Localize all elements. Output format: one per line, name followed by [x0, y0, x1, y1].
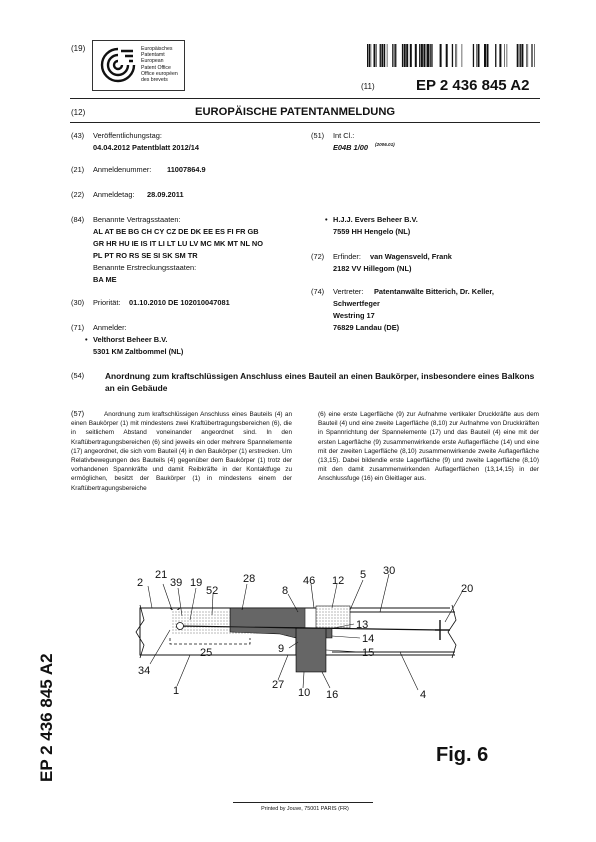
extension-states-label: Benannte Erstreckungsstaaten:	[93, 263, 197, 272]
designated-states-line: AL AT BE BG CH CY CZ DE DK EE ES FI FR GB	[93, 227, 259, 236]
inid-30: (30)	[71, 298, 85, 307]
priority-value: 01.10.2010 DE 102010047081	[129, 298, 230, 307]
inid-51: (51)	[311, 131, 325, 140]
bullet: •	[85, 335, 88, 344]
ref-label: 12	[332, 575, 345, 587]
epo-logo-box	[92, 40, 185, 91]
application-number-label: Anmeldenummer:	[93, 165, 152, 174]
representative-line: Schwertfeger	[333, 299, 380, 308]
applicant-address: 5301 KM Zaltbommel (NL)	[93, 347, 184, 356]
logo-line: European	[141, 58, 164, 65]
ref-label: 4	[420, 689, 427, 701]
side-publication-number: EP 2 436 845 A2	[37, 653, 56, 782]
anchor-head	[177, 623, 184, 630]
logo-line: Office européen	[141, 70, 178, 77]
ref-label: 52	[206, 585, 219, 597]
ref-label: 16	[326, 689, 339, 701]
logo-line: Europäisches	[141, 46, 173, 52]
invention-title: Anordnung zum kraftschlüssigen Anschluss eines Bauteil an einen Baukörper, insbesondere eines Balkons an ein Gebäude	[105, 371, 535, 393]
ref-label: 2	[137, 577, 144, 589]
inventor-name: van Wagensveld, Frank	[370, 252, 452, 261]
ref-label: 19	[190, 577, 203, 589]
epo-logo-icon	[99, 46, 137, 84]
application-number-value: 11007864.9	[167, 165, 206, 174]
ref-label: 5	[360, 569, 367, 581]
inid-21: (21)	[71, 165, 85, 174]
inventor-label: Erfinder:	[333, 252, 361, 261]
ref-label: 46	[303, 575, 316, 587]
extension-states-value: BA ME	[93, 275, 117, 284]
logo-line: des brevets	[141, 77, 168, 84]
bullet: •	[325, 215, 328, 224]
int-cl-label: Int Cl.:	[333, 131, 355, 140]
ref-label: 30	[383, 565, 396, 577]
ref-label: 8	[282, 585, 289, 597]
applicant-label: Anmelder:	[93, 323, 127, 332]
printer-note: Printed by Jouve, 75001 PARIS (FR)	[261, 806, 349, 812]
ref-label: 14	[362, 633, 375, 645]
applicant2-address: 7559 HH Hengelo (NL)	[333, 227, 411, 236]
figure-6-drawing	[100, 560, 510, 710]
ref-label: 20	[461, 583, 474, 595]
inid-12: (12)	[71, 108, 86, 117]
divider	[70, 98, 540, 99]
priority-label: Priorität:	[93, 298, 121, 307]
ref-label: 34	[138, 665, 151, 677]
abstract-column-2: (6) eine erste Lagerfläche (9) zur Aufnahme vertikaler Druckkräfte aus dem Bauteil (4) und eine zweite Lagerfläche (8,10) zur Aufnahme von Druckkräften in Spannrichtung der Spannelemente (17) und das Bauteil (4) eine mit der ersten Lagerfläche (9) zusammenwirkende erste Auflagerfläche (14) und eine mit der zweiten Lagerfläche (8,10) zusammenwirkende zweite Auflagerfläche (13,15). Dabei bildendie erste Lagerfläche (9) und zweite Lagerfläche (8,10) mit den damit zusammenwirkenden Auflagerflächen (13,14,15) in der Anschlussfuge (16) ein Gleitlager aus.	[318, 411, 539, 483]
ref-label: 28	[243, 573, 256, 585]
inid-54: (54)	[71, 371, 85, 380]
representative-line: 76829 Landau (DE)	[333, 323, 400, 332]
inid-22: (22)	[71, 190, 85, 199]
inid-74: (74)	[311, 287, 325, 296]
representative-line: Westring 17	[333, 311, 375, 320]
document-type: EUROPÄISCHE PATENTANMELDUNG	[195, 106, 396, 118]
inid-57: (57)	[71, 409, 85, 418]
publication-date-label: Veröffentlichungstag:	[93, 131, 162, 140]
abstract-column-1: Anordnung zum kraftschlüssigen Anschluss eines Bauteils (4) an einen Baukörper (1) mit mindestens zwei Kraftübertragungsbereichen (6), die in seitlichem Abstand voneinander angeordnet sind. In den Kraftübertragungsbereichen (6) sind jeweils ein oder mehrere Spannelemente (17) angeordnet, die sich vom Bauteil (4) in den Baukörper (1) erstrecken. Um Relativbewegungen des Bauteils (4) gegenüber dem Baukörper (1) trotz der vorhandenen Spannkräfte und damit Reibkräfte in der Kontaktfuge zu ermöglichen, besitzt der Baukörper (1) in mindestens einem der Kraftübertragungsbereiche	[71, 411, 292, 492]
ref-label: 21	[155, 569, 168, 581]
designated-states-line: GR HR HU IE IS IT LI LT LU LV MC MK MT NL NO	[93, 239, 263, 248]
ref-label: 10	[298, 687, 311, 699]
int-cl-value: E04B 1/00	[333, 143, 368, 152]
ref-label: 15	[362, 647, 375, 659]
inventor-address: 2182 VV Hillegom (NL)	[333, 264, 412, 273]
logo-line: Patent Office	[141, 64, 171, 71]
divider	[70, 122, 540, 123]
ref-label: 1	[173, 685, 180, 697]
figure-caption: Fig. 6	[436, 744, 489, 766]
inid-11: (11)	[361, 82, 375, 91]
designated-states-label: Benannte Vertragsstaaten:	[93, 215, 181, 224]
support-block	[296, 628, 326, 672]
representative-label: Vertreter:	[333, 287, 364, 296]
ref-label: 39	[170, 577, 183, 589]
balcony-edge-block	[316, 606, 350, 628]
publication-date-value: 04.04.2012 Patentblatt 2012/14	[93, 143, 199, 152]
inid-19: (19)	[71, 44, 86, 53]
applicant-name: Velthorst Beheer B.V.	[93, 335, 168, 344]
inid-72: (72)	[311, 252, 325, 261]
ref-label: 13	[356, 619, 369, 631]
break-line-right	[448, 605, 456, 658]
inid-71: (71)	[71, 323, 85, 332]
publication-number: EP 2 436 845 A2	[416, 77, 530, 94]
footer-rule	[233, 802, 373, 803]
filing-date-label: Anmeldetag:	[93, 190, 135, 199]
inid-84: (84)	[71, 215, 85, 224]
int-cl-version: (2006.01)	[375, 142, 395, 147]
representative-line: Patentanwälte Bitterich, Dr. Keller,	[374, 287, 494, 296]
inid-43: (43)	[71, 131, 85, 140]
ref-label: 9	[278, 643, 285, 655]
ref-label: 25	[200, 647, 213, 659]
designated-states-line: PL PT RO RS SE SI SK SM TR	[93, 251, 198, 260]
ref-label: 27	[272, 679, 285, 691]
logo-line: Patentamt	[141, 52, 165, 59]
applicant2-name: H.J.J. Evers Beheer B.V.	[333, 215, 418, 224]
barcode-bars	[367, 44, 539, 67]
barcode	[367, 44, 539, 67]
filing-date-value: 28.09.2011	[147, 190, 184, 199]
